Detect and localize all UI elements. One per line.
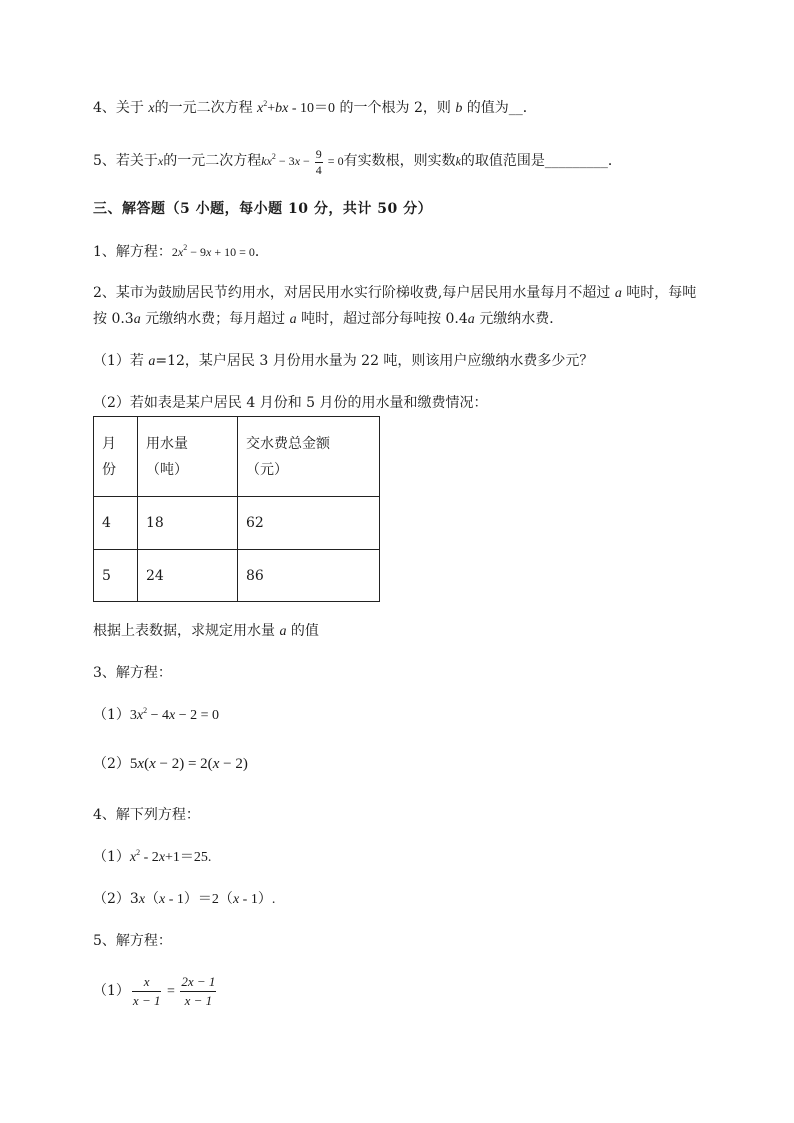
q5-number: 5、 bbox=[93, 153, 116, 169]
q4-text: 的一元二次方程 bbox=[154, 100, 253, 116]
table-cell: 4 bbox=[94, 497, 138, 550]
section-3-heading: 三、解答题（5 小题，每小题 10 分，共计 50 分） bbox=[93, 201, 433, 217]
eq-sq: 2 bbox=[136, 848, 141, 857]
q5-frac-num: 9 bbox=[315, 146, 322, 161]
table-cell: 62 bbox=[238, 497, 380, 550]
p2-text: 吨时，超过部分每吨按 0.4 bbox=[296, 311, 468, 327]
p3-sub1-label: （1） bbox=[93, 707, 130, 723]
table-row bbox=[94, 550, 380, 602]
problem-1 bbox=[93, 242, 269, 262]
water-fee-table bbox=[93, 416, 380, 602]
q4-text: 的一个根为 2，则 bbox=[335, 100, 456, 116]
eq-x: x bbox=[129, 850, 137, 865]
q5-eq-minus: − bbox=[300, 154, 313, 168]
problem-2-sub-2: （2）若如表是某户居民 4 月份和 5 月份的用水量和缴费情况： bbox=[93, 395, 488, 411]
p2-var-a: a bbox=[289, 312, 297, 327]
problem-2-sub-1 bbox=[93, 351, 593, 372]
p1-suffix: ． bbox=[254, 244, 269, 260]
p2-text: 2、某市为鼓励居民节约用水，对居民用水实行阶梯收费,每户居民用水量每月不超过 bbox=[93, 285, 615, 301]
p3-sub2-equation bbox=[130, 756, 248, 772]
eq-x: x bbox=[149, 756, 156, 772]
p2-sub1-text: =12，某户居民 3 月份用水量为 22 吨，则该用户应缴纳水费多少元？ bbox=[155, 353, 594, 369]
p2-text: 按 0.3 bbox=[93, 311, 134, 327]
eq-part: ( bbox=[144, 756, 150, 772]
problem-4-sub-1 bbox=[93, 847, 211, 868]
p5-fraction-left bbox=[132, 973, 162, 1010]
q4-eq-sq: 2 bbox=[263, 99, 268, 108]
p2-text: 的值 bbox=[286, 623, 319, 639]
p5-fraction-right bbox=[180, 973, 216, 1010]
p1-prefix: 1、解方程： bbox=[93, 244, 172, 260]
q5-eq-mid: − 3 bbox=[275, 154, 295, 168]
problem-4-title: 4、解下列方程： bbox=[93, 807, 200, 823]
eq-part: − 2) = 2( bbox=[155, 756, 213, 772]
eq-part: 5 bbox=[129, 756, 138, 772]
p4-sub1-label: （1） bbox=[93, 849, 130, 865]
eq-x: x bbox=[136, 708, 144, 723]
p3-sub2-label: （2） bbox=[93, 756, 130, 772]
eq-sq: 2 bbox=[143, 706, 148, 715]
p1-eq-b: − 9 bbox=[187, 245, 207, 259]
p5-sub1-equation bbox=[130, 974, 219, 1009]
q5-text: 有实数根，则实数 bbox=[343, 153, 456, 169]
p4-sub1-equation bbox=[130, 850, 212, 865]
frac-den: x − 1 bbox=[184, 993, 213, 1009]
q5-fraction bbox=[315, 147, 323, 178]
problem-4-sub-2 bbox=[93, 889, 275, 910]
q5-text: 若关于 bbox=[115, 153, 158, 169]
p2-text: 元缴纳水费． bbox=[474, 311, 564, 327]
q4-eq-x: x bbox=[257, 101, 264, 116]
q5-eq-k: k bbox=[261, 154, 267, 168]
p1-eq-x2: x bbox=[206, 245, 212, 259]
q4-eq-plus: + bbox=[267, 101, 276, 116]
q4-eq-rest: - 10＝0 bbox=[288, 101, 336, 116]
frac-num: 2x − 1 bbox=[180, 973, 216, 992]
header-line: 交水费总金额 bbox=[246, 435, 330, 452]
q4-var-x: x bbox=[148, 101, 155, 116]
q5-text: 的取值范围是_________． bbox=[460, 153, 622, 169]
p4-sub2-equation bbox=[139, 892, 276, 907]
q5-eq-x2: x bbox=[294, 154, 301, 168]
problem-5-sub-1 bbox=[93, 969, 218, 1014]
q4-text: 关于 bbox=[115, 100, 144, 116]
table-header-usage bbox=[138, 417, 238, 497]
table-cell: 86 bbox=[238, 550, 380, 602]
eq-part: - 2 bbox=[140, 850, 159, 865]
eq-x: x bbox=[169, 708, 176, 723]
header-line: （元） bbox=[246, 461, 288, 478]
eq-part: − 2 = 0 bbox=[175, 708, 220, 723]
q5-eq-x: x bbox=[266, 154, 272, 168]
header-line: 月 bbox=[102, 435, 116, 452]
p1-eq-x: x bbox=[177, 245, 184, 259]
eq-x: x bbox=[158, 850, 166, 865]
eq-x: x bbox=[212, 756, 220, 772]
p2-var-a: a bbox=[614, 286, 622, 301]
eq-part: - 1）＝2（ bbox=[165, 892, 233, 907]
p2-text: 根据上表数据，求规定用水量 bbox=[93, 623, 280, 639]
q5-equation bbox=[261, 146, 344, 177]
p1-equation bbox=[172, 245, 255, 259]
problem-3-sub-1 bbox=[93, 705, 219, 726]
problem-3-sub-2 bbox=[93, 754, 248, 774]
q4-eq-b: b bbox=[275, 101, 283, 116]
p1-eq-sq: 2 bbox=[183, 243, 188, 252]
table-header-row bbox=[94, 417, 380, 497]
header-line: 用水量 bbox=[146, 435, 188, 452]
q5-eq-end: = 0 bbox=[324, 154, 344, 168]
q4-eq-x2: x bbox=[282, 101, 289, 116]
eq-x: x bbox=[138, 892, 146, 907]
problem-2-line-1 bbox=[93, 283, 696, 304]
p4-sub2-label: （2）3 bbox=[93, 891, 139, 907]
q5-eq-sq: 2 bbox=[271, 152, 276, 161]
eq-part: （ bbox=[145, 892, 160, 907]
q4-text: 的值为__． bbox=[462, 100, 537, 116]
table-cell: 18 bbox=[138, 497, 238, 550]
eq-part: 3 bbox=[129, 708, 137, 723]
table-header-month bbox=[94, 417, 138, 497]
problem-5-title: 5、解方程： bbox=[93, 933, 172, 949]
q4-number: 4、 bbox=[93, 100, 116, 116]
p1-eq-c: + 10 = 0 bbox=[211, 245, 255, 259]
p2-var-a: a bbox=[279, 624, 287, 639]
table-cell: 24 bbox=[138, 550, 238, 602]
p3-sub1-equation bbox=[130, 708, 219, 723]
q4-var-b: b bbox=[455, 101, 463, 116]
table-header-fee bbox=[238, 417, 380, 497]
header-line: （吨） bbox=[146, 461, 188, 478]
question-4 bbox=[93, 98, 537, 119]
q5-frac-den: 4 bbox=[315, 162, 322, 177]
q5-text: 的一元二次方程 bbox=[163, 153, 262, 169]
problem-3-title: 3、解方程： bbox=[93, 665, 172, 681]
q5-var-x: x bbox=[157, 154, 164, 168]
eq-part: − 4 bbox=[147, 708, 170, 723]
table-cell: 5 bbox=[94, 550, 138, 602]
p5-sub1-label: （1） bbox=[93, 983, 130, 999]
q5-var-k: k bbox=[455, 154, 461, 168]
eq-part: +1＝25. bbox=[165, 850, 212, 865]
p2-var-a: a bbox=[467, 312, 475, 327]
eq-sign: = bbox=[163, 984, 179, 999]
p2-text: 吨时，每吨 bbox=[621, 285, 697, 301]
problem-2-after-table bbox=[93, 621, 319, 642]
eq-x: x bbox=[137, 756, 145, 772]
p2-text: 元缴纳水费；每月超过 bbox=[140, 311, 290, 327]
question-5 bbox=[93, 142, 622, 180]
problem-2-line-2 bbox=[93, 309, 563, 330]
p2-var-a: a bbox=[148, 354, 156, 369]
eq-x: x bbox=[159, 892, 166, 907]
p1-eq-a: 2 bbox=[171, 245, 178, 259]
eq-part: - 1）. bbox=[239, 892, 276, 907]
frac-den: x − 1 bbox=[132, 993, 161, 1009]
eq-x: x bbox=[232, 892, 240, 907]
frac-num: x bbox=[132, 973, 162, 992]
p2-sub1-label: （1）若 bbox=[93, 353, 149, 369]
header-line: 份 bbox=[102, 461, 116, 478]
q4-equation bbox=[257, 101, 335, 116]
p2-var-a: a bbox=[133, 312, 141, 327]
eq-part: − 2) bbox=[219, 756, 248, 772]
table-row bbox=[94, 497, 380, 550]
